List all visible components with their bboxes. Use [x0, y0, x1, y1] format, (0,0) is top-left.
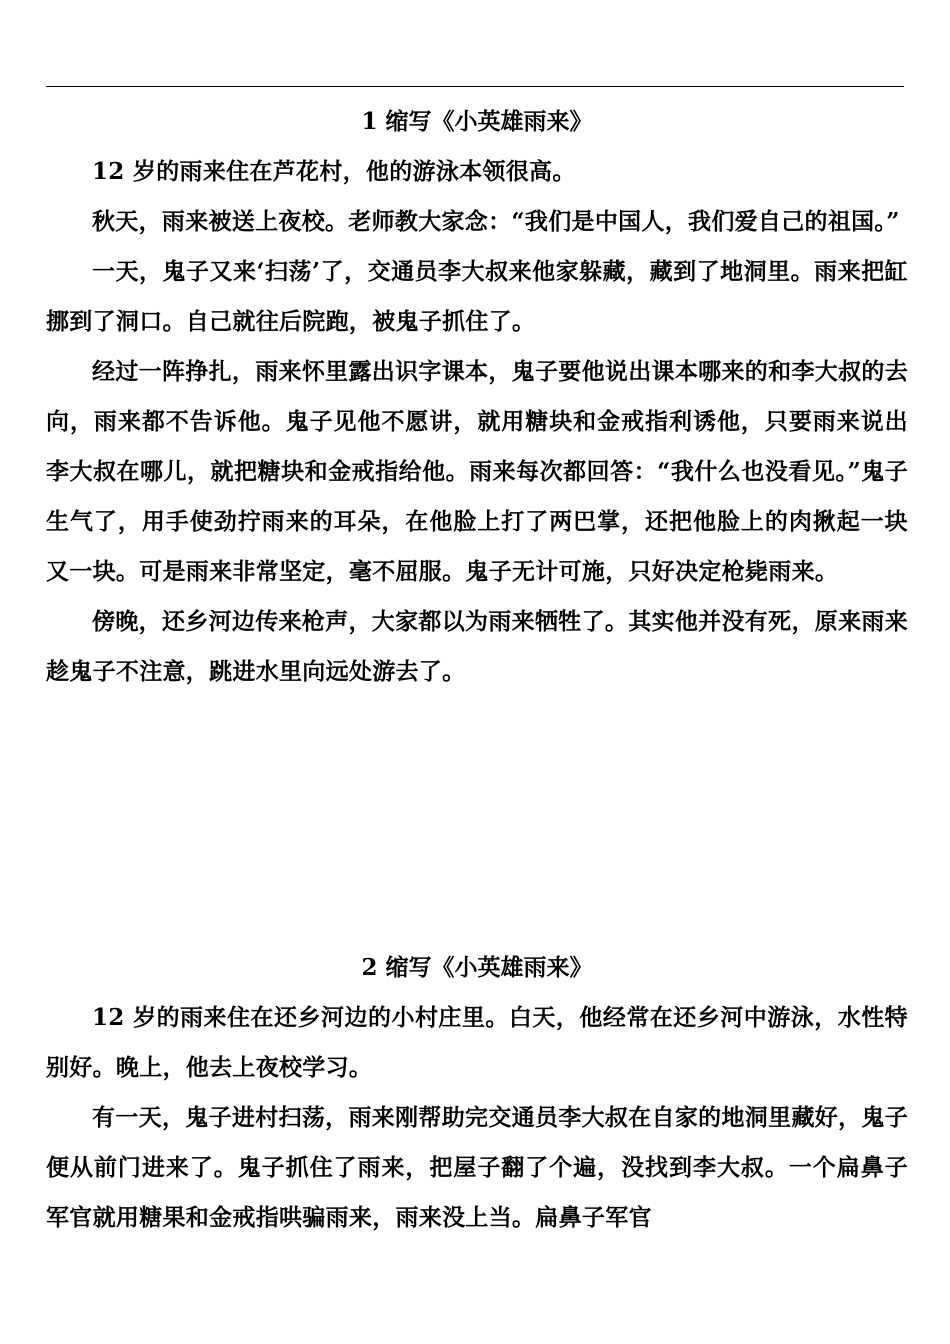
paragraph: 秋天，雨来被送上夜校。老师教大家念：“我们是中国人，我们爱自己的祖国。” — [92, 208, 900, 235]
paragraph: 傍晚，还乡河边传来枪声，大家都以为雨来牺牲了。其实他并没有死，原来雨来趁鬼子不注意，跳进水里向远处游去了。 — [46, 608, 908, 685]
paragraph: 经过一阵挣扎，雨来怀里露出识字课本，鬼子要他说出课本哪来的和李大叔的去向，雨来都不告诉他。鬼子见他不愿讲，就用糖块和金戒指利诱他，只要雨来说出李大叔在哪儿，就把糖块和金戒指给他。雨来每次都回答：“我什么也没看见。”鬼子生气了，用手使劲拧雨来的耳朵，在他脸上打了两巴掌，还把他脸上的肉揪起一块又一块。可是雨来非常坚定，毫不屈服。鬼子无计可施，只好决定枪毙雨来。 — [46, 358, 908, 585]
section-title: 2 缩写《小英雄雨来》 — [361, 954, 593, 981]
paragraph: 有一天，鬼子进村扫荡，雨来刚帮助完交通员李大叔在自家的地洞里藏好，鬼子便从前门进来了。鬼子抓住了雨来，把屋子翻了个遍，没找到李大叔。一个扁鼻子军官就用糖果和金戒指哄骗雨来，雨来没上当。扁鼻子军官 — [46, 1104, 908, 1231]
header-rule — [46, 86, 904, 87]
paragraph: 12 岁的雨来住在还乡河边的小村庄里。白天，他经常在还乡河中游泳，水性特别好。晚上，他去上夜校学习。 — [46, 1004, 908, 1081]
paragraph: 12 岁的雨来住在芦花村，他的游泳本领很高。 — [92, 158, 576, 185]
section-title: 1 缩写《小英雄雨来》 — [361, 108, 593, 135]
paragraph: 一天，鬼子又来‘扫荡’了，交通员李大叔来他家躲藏，藏到了地洞里。雨来把缸挪到了洞口。自己就往后院跑，被鬼子抓住了。 — [46, 258, 908, 335]
summary-section-2 — [46, 943, 908, 1243]
summary-section-1 — [46, 97, 908, 697]
